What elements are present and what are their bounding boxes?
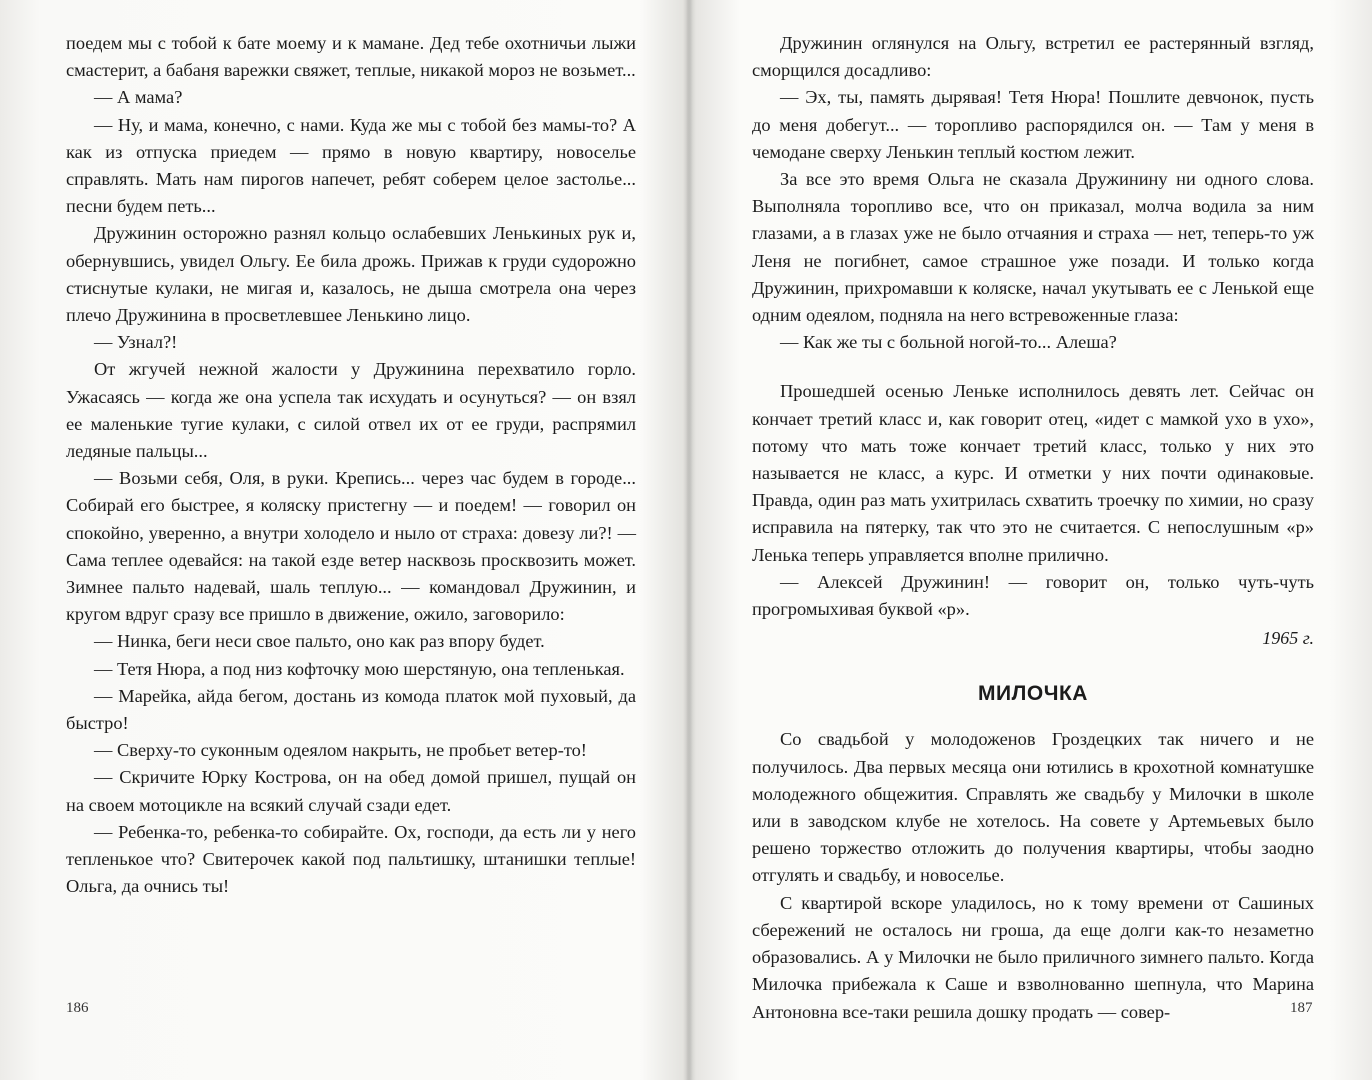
paragraph: — Марейка, айда бегом, достань из комода платок мой пуховый, да быстро!: [66, 685, 636, 734]
paragraph: — Возьми себя, Оля, в руки. Крепись... через час будем в городе... Собирай его быстрее, я коляску пристегну — и поедем! — говорил он спокойно, уверенно, а внутри холодело и ныло от страха: довезу ли?! — Сама теплее одевайся: на такой езде ветер насквозь просквозить может. Зимнее пальто надевай, шаль теплую... — командовал Дружинин, и кругом вдруг сразу все пришло в движение, ожило, заговорило:: [66, 468, 636, 625]
paragraph: — Ну, и мама, конечно, с нами. Куда же мы с тобой без мамы-то? А как из отпуска приедем — прямо в новую квартиру, новоселье справлять. Мать нам пирогов напечет, ребят соберем целое застолье... песни будем петь...: [66, 114, 636, 217]
section-break: [752, 356, 1314, 378]
paragraph: — Узнал?!: [94, 332, 178, 353]
paragraph: Дружинин оглянулся на Ольгу, встретил ее растерянный взгляд, сморщился досадливо:: [752, 33, 1314, 81]
left-page: [66, 30, 636, 901]
paragraph: С квартирой вскоре уладилось, но к тому времени от Сашиных сбережений не осталось ни гроша, да еще долги как-то незаметно образовались. А у Милочки не было приличного зимнего пальто. Когда Милочка прибежала к Саше и взволнованно шепнула, что Марина Антоновна все-таки решила дошку продать — совер-: [752, 892, 1314, 1022]
paragraph: — Тетя Нюра, а под низ кофточку мою шерстяную, она тепленькая.: [94, 658, 625, 679]
paragraph: За все это время Ольга не сказала Дружинину ни одного слова. Выполняла торопливо все, что он приказал, молча водила за ним глазами, а в глазах уже не было отчаяния и страха — нет, теперь-то уж Леня не погибнет, самое страшное уже позади. И только когда Дружинин, прихромавши к коляске, начал укутывать ее с Ленькой еще одним одеялом, подняла на него встревоженные глаза:: [752, 169, 1314, 326]
paragraph: — Алексей Дружинин! — говорит он, только чуть-чуть прогромыхивая буквой «р».: [752, 571, 1314, 620]
paragraph: Прошедшей осенью Леньке исполнилось девять лет. Сейчас он кончает третий класс и, как говорит отец, «идет с мамкой ухо в ухо», потому что мать тоже кончает третий класс, только у них это называется не класс, а курс. И отметки у них почти одинаковые. Правда, один раз мать ухитрилась схватить троечку по химии, но сразу исправила на пятерку, так что это не считается. С непослушным «р» Ленька теперь управляется вполне прилично.: [752, 381, 1314, 565]
paragraph: От жгучей нежной жалости у Дружинина перехватило горло. Ужасаясь — когда же она успела так исхудать и осунуться? — он взял ее маленькие тугие кулаки, с силой отвел их от ее груди, распрямил ледяные пальцы...: [66, 359, 636, 462]
right-page: [752, 30, 1314, 1026]
story-date: 1965 г.: [1262, 628, 1314, 649]
paragraph: — Сверху-то суконным одеялом накрыть, не пробьет ветер-то!: [94, 740, 587, 761]
paragraph: — Скричите Юрку Кострова, он на обед домой пришел, пущай он на своем мотоцикле на всякий случай сзади едет.: [66, 767, 636, 815]
chapter-title: МИЛОЧКА: [978, 682, 1088, 706]
paragraph: — Эх, ты, память дырявая! Тетя Нюра! Пошлите девчонок, пусть до меня добегут... — торопливо распорядился он. — Там у меня в чемодане сверху Ленькин теплый костюм лежит.: [752, 87, 1314, 162]
paragraph: — Нинка, беги неси свое пальто, оно как раз впору будет.: [94, 631, 545, 652]
paragraph: поедем мы с тобой к бате моему и к мамане. Дед тебе охотничьи лыжи смастерит, а бабаня варежки свяжет, теплые, никакой мороз не возьмет...: [66, 33, 636, 81]
paragraph: Со свадьбой у молодоженов Гроздецких так ничего и не получилось. Два первых месяца они ютились в крохотной комнатушке молодежного общежития. Справлять же свадьбу у Милочки в школе или в заводском клубе не хотелось. На совете у Артемьевых было решено торжество отложить до получения квартиры, чтобы заодно отгулять и свадьбу, и новоселье.: [752, 729, 1314, 886]
page-number-left: 186: [66, 1000, 89, 1016]
paragraph: — А мама?: [94, 87, 183, 108]
paragraph: Дружинин осторожно разнял кольцо ослабевших Ленькиных рук и, обернувшись, увидел Ольгу. Ее била дрожь. Прижав к груди судорожно стиснутые кулаки, не мигая и, казалось, не дыша смотрела она через плечо Дружинина в просветлевшее Ленькино лицо.: [66, 223, 636, 326]
book-gutter: [683, 0, 693, 1080]
paragraph: — Как же ты с больной ногой-то... Алеша?: [780, 332, 1117, 353]
paragraph: — Ребенка-то, ребенка-то собирайте. Ох, господи, да есть ли у него тепленькое что? Свитерочек какой под пальтишку, штанишки теплые! Ольга, да очнись ты!: [66, 821, 636, 897]
page-number-right: 187: [1290, 1000, 1313, 1016]
